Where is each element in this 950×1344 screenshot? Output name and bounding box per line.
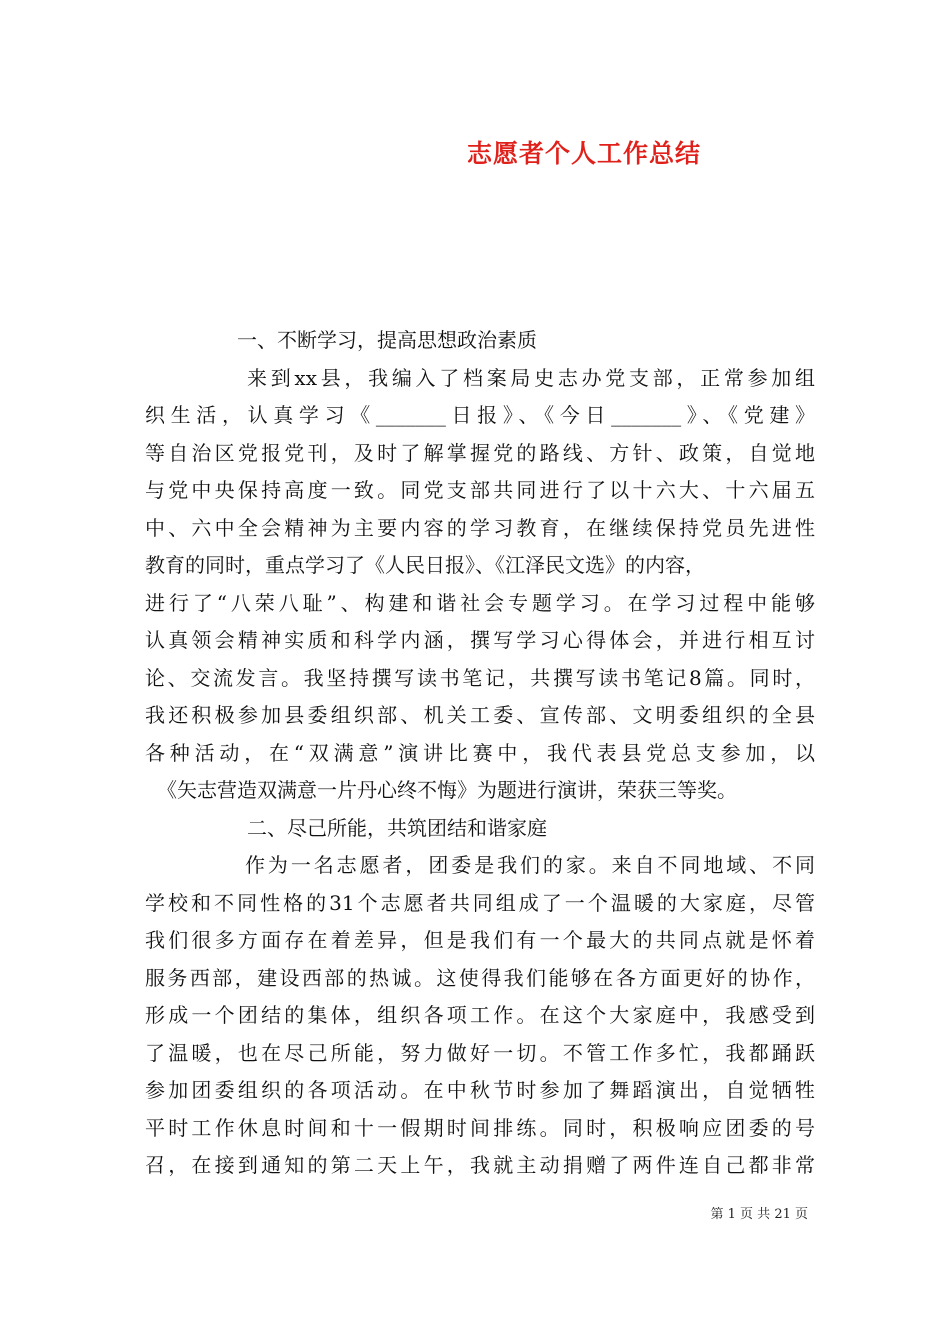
- paragraph-line: 等自治区党报党刊，及时了解掌握党的路线、方针、政策，自觉地: [145, 440, 815, 465]
- paragraph-line: 织生活，认真学习《_______日报》、《今日_______》、《党建》: [145, 403, 815, 427]
- paragraph-line: 教育的同时，重点学习了《人民日报》、《江泽民文选》的内容，: [145, 553, 705, 577]
- paragraph-line: 学校和不同性格的31个志愿者共同组成了一个温暖的大家庭，尽管: [145, 890, 815, 915]
- paragraph-line: 论、交流发言。我坚持撰写读书笔记，共撰写读书笔记8篇。同时，: [145, 665, 815, 690]
- paragraph-line: 《矢志营造双满意一片丹心终不悔》为题进行演讲，荣获三等奖。: [157, 778, 737, 802]
- paragraph-line: 形成一个团结的集体，组织各项工作。在这个大家庭中，我感受到: [145, 1003, 815, 1027]
- section-heading: 二、尽己所能，共筑团结和谐家庭: [247, 815, 547, 840]
- paragraph-line: 认真领会精神实质和科学内涵，撰写学习心得体会，并进行相互讨: [145, 628, 815, 652]
- paragraph-line: 作为一名志愿者，团委是我们的家。来自不同地域、不同: [245, 853, 815, 877]
- paragraph-line: 召，在接到通知的第二天上午，我就主动捐赠了两件连自己都非常: [145, 1153, 815, 1177]
- paragraph-line: 服务西部，建设西部的热诚。这使得我们能够在各方面更好的协作，: [145, 965, 815, 990]
- paragraph-line: 进行了“八荣八耻”、构建和谐社会专题学习。在学习过程中能够: [145, 590, 815, 615]
- document-body: [145, 322, 815, 1185]
- paragraph-line: 来到xx县，我编入了档案局史志办党支部，正常参加组: [247, 365, 815, 390]
- paragraph-line: 我们很多方面存在着差异，但是我们有一个最大的共同点就是怀着: [145, 928, 815, 952]
- paragraph-line: 与党中央保持高度一致。同党支部共同进行了以十六大、十六届五: [145, 478, 815, 502]
- page-number: 第 1 页 共 21 页: [710, 1207, 808, 1222]
- paragraph-line: 各种活动，在“双满意”演讲比赛中，我代表县党总支参加，以: [145, 740, 815, 765]
- paragraph-line: 平时工作休息时间和十一假期时间排练。同时，积极响应团委的号: [145, 1115, 815, 1140]
- paragraph-line: 我还积极参加县委组织部、机关工委、宣传部、文明委组织的全县: [145, 703, 815, 727]
- section-heading: 一、不断学习，提高思想政治素质: [237, 328, 537, 352]
- paragraph-line: 中、六中全会精神为主要内容的学习教育，在继续保持党员先进性: [145, 515, 815, 540]
- paragraph-line: 了温暖，也在尽己所能，努力做好一切。不管工作多忙，我都踊跃: [145, 1040, 815, 1065]
- page-title: 志愿者个人工作总结: [466, 139, 701, 168]
- paragraph-line: 参加团委组织的各项活动。在中秋节时参加了舞蹈演出，自觉牺牲: [145, 1078, 815, 1102]
